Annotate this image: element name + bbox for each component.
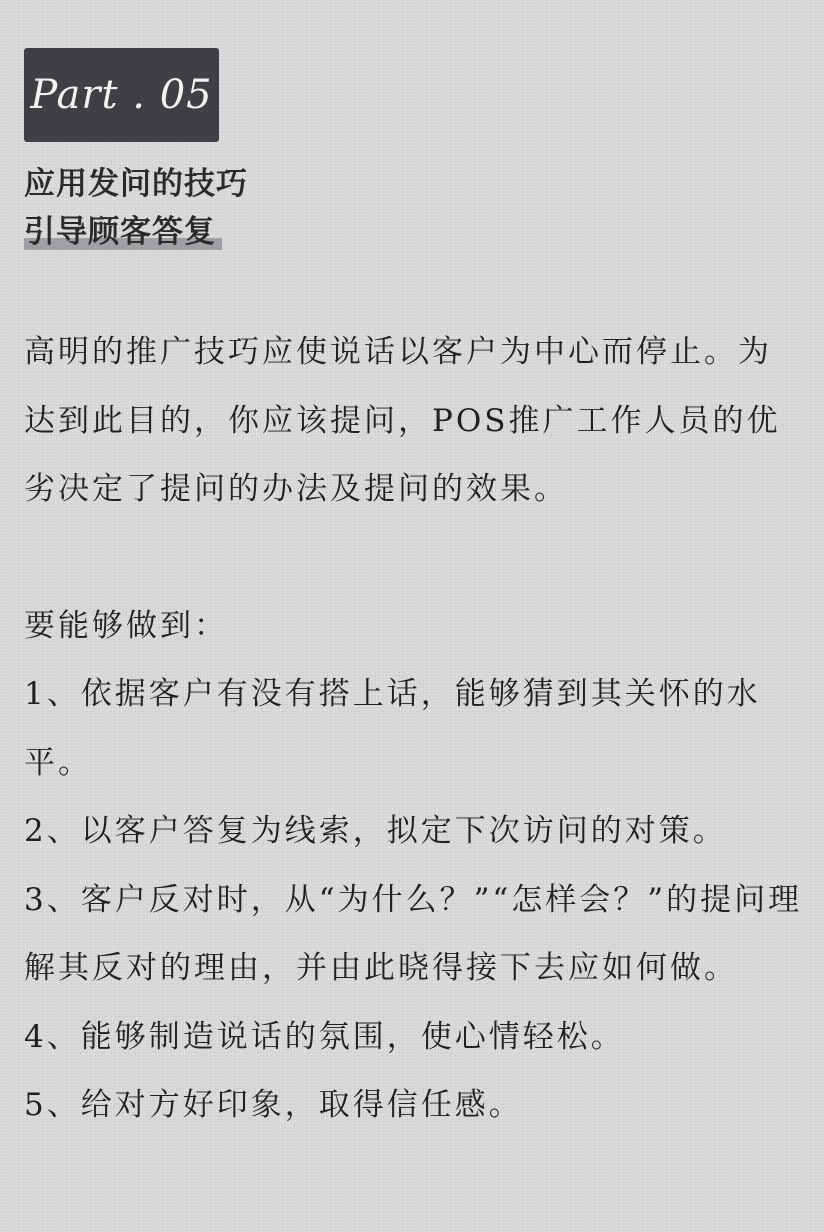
part-label: Part . 05 [30,72,213,118]
intro-paragraph: 高明的推广技巧应使说话以客户为中心而停止。为达到此目的，你应该提问，POS推广工作人员的优劣决定了提问的办法及提问的效果。 [24,334,781,507]
heading-line-1: 应用发问的技巧 [24,166,248,202]
tips-list [24,660,804,1140]
section-heading [24,160,424,256]
list-item: 4、能够制造说话的氛围，使心情轻松。 [24,1018,625,1055]
paragraph-spacer [24,524,804,592]
list-item: 2、以客户答复为线索，拟定下次访问的对策。 [24,813,727,849]
list-title: 要能够做到： [24,607,228,644]
list-item: 5、给对方好印象，取得信任感。 [24,1087,523,1123]
part-badge [24,48,219,142]
article-body [24,318,804,1140]
heading-line-2: 引导顾客答复 [24,208,222,256]
list-item: 3、客户反对时，从“为什么？”“怎样会？”的提问理解其反对的理由，并由此晓得接下去应如何做。 [24,881,803,986]
list-item: 1、依据客户有没有搭上话，能够猜到其关怀的水平。 [24,676,761,781]
